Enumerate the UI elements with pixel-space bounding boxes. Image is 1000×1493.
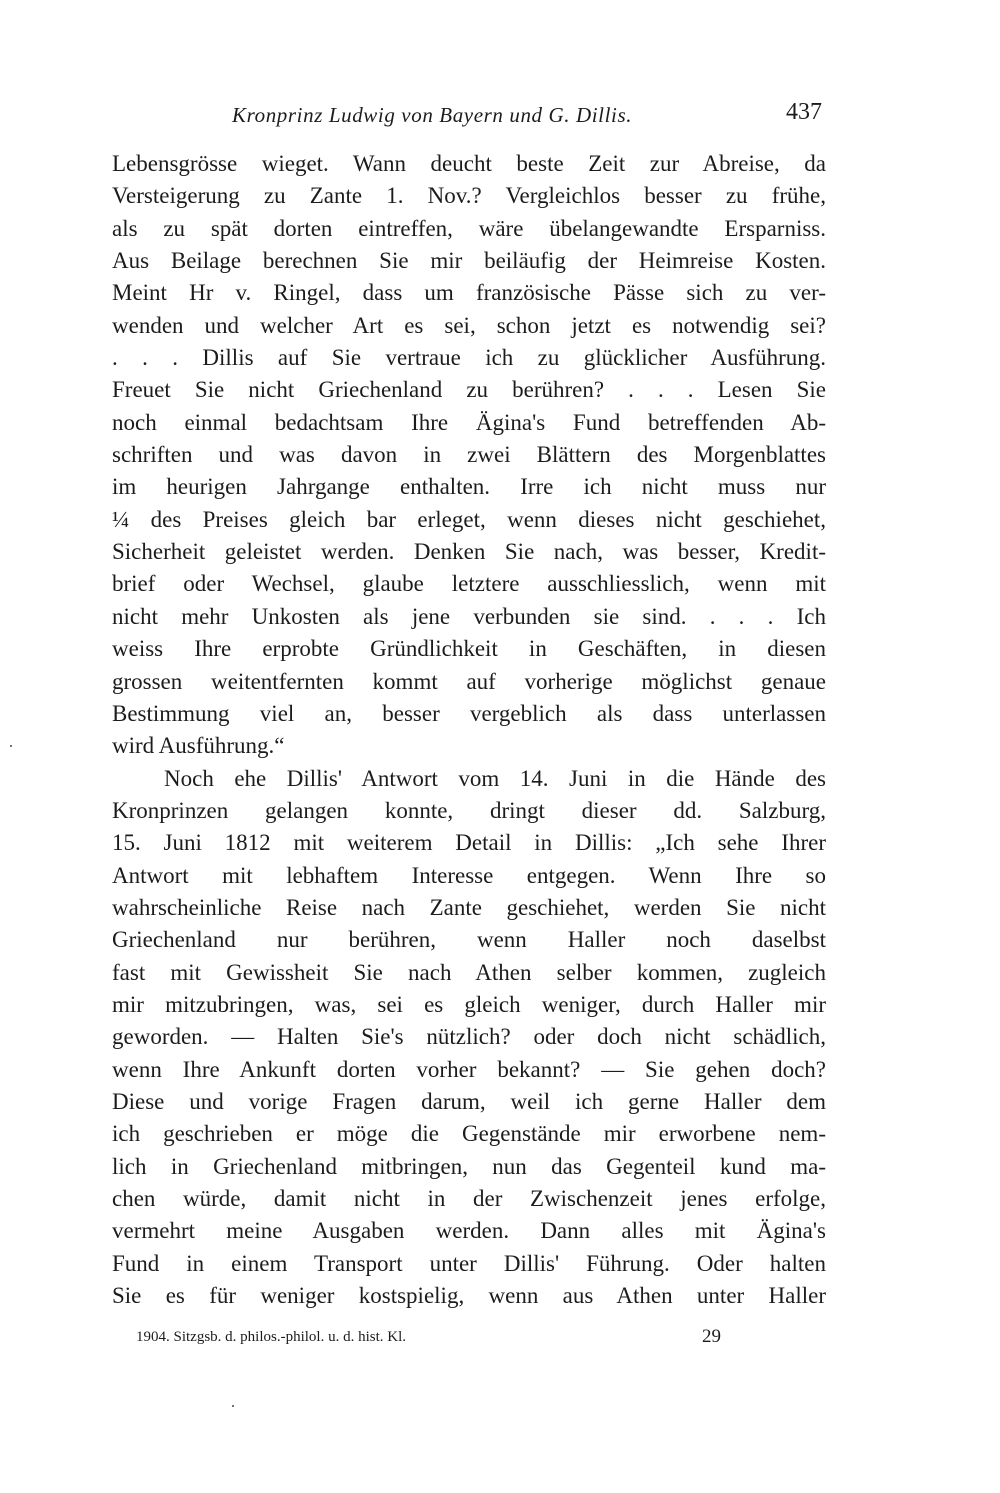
text-line: Antwort mit lebhaftem Interesse entgegen. Wenn Ihre so: [112, 862, 826, 888]
text-line: wenden und welcher Art es sei, schon jetzt es notwendig sei?: [112, 312, 826, 338]
text-line: wird Ausführung.“: [112, 733, 285, 759]
paragraph-2: [112, 763, 826, 1313]
text-line: fast mit Gewissheit Sie nach Athen selber kommen, zugleich: [112, 959, 826, 985]
text-line: mir mitzubringen, was, sei es gleich weniger, durch Haller mir: [112, 991, 826, 1017]
text-line: brief oder Wechsel, glaube letztere ausschliesslich, wenn mit: [112, 571, 826, 597]
page-number: 437: [786, 99, 822, 125]
text-line: Noch ehe Dillis' Antwort vom 14. Juni in die Hände des: [164, 765, 826, 791]
text-line: geworden. — Halten Sie's nützlich? oder doch nicht schädlich,: [112, 1024, 826, 1050]
signature-mark: 1904. Sitzgsb. d. philos.-philol. u. d. hist. Kl.: [136, 1329, 407, 1345]
body-text: [112, 148, 826, 1312]
text-line: ich geschrieben er möge die Gegenstände mir erworbene nem-: [112, 1121, 826, 1147]
text-line: Sicherheit geleistet werden. Denken Sie nach, was besser, Kredit-: [112, 539, 826, 565]
text-line: 15. Juni 1812 mit weiterem Detail in Dillis: „Ich sehe Ihrer: [112, 830, 826, 856]
text-line: Kronprinzen gelangen konnte, dringt dieser dd. Salzburg,: [112, 797, 826, 823]
text-line: . . . Dillis auf Sie vertraue ich zu glücklicher Ausführung.: [112, 345, 826, 371]
text-line: noch einmal bedachtsam Ihre Ägina's Fund betreffenden Ab-: [112, 409, 826, 435]
signature-number: 29: [702, 1326, 721, 1347]
scan-speck: [10, 745, 12, 747]
text-line: weiss Ihre erprobte Gründlichkeit in Geschäften, in diesen: [112, 636, 826, 662]
text-line: grossen weitentfernten kommt auf vorherige möglichst genaue: [112, 668, 826, 694]
text-line: wahrscheinliche Reise nach Zante geschiehet, werden Sie nicht: [112, 894, 826, 920]
text-line: Sie es für weniger kostspielig, wenn aus Athen unter Haller: [112, 1283, 826, 1309]
text-line: Versteigerung zu Zante 1. Nov.? Vergleichlos besser zu frühe,: [112, 183, 826, 209]
text-line: im heurigen Jahrgange enthalten. Irre ich nicht muss nur: [112, 474, 826, 500]
scan-speck: [232, 1405, 234, 1407]
text-line: Meint Hr v. Ringel, dass um französische Pässe sich zu ver-: [112, 280, 826, 306]
paragraph-1: [112, 148, 826, 763]
text-line: ¼ des Preises gleich bar erleget, wenn dieses nicht geschiehet,: [112, 506, 826, 532]
text-line: lich in Griechenland mitbringen, nun das Gegenteil kund ma-: [112, 1153, 826, 1179]
text-line: Fund in einem Transport unter Dillis' Führung. Oder halten: [112, 1250, 826, 1276]
text-line: Diese und vorige Fragen darum, weil ich gerne Haller dem: [112, 1088, 826, 1114]
text-line: schriften und was davon in zwei Blättern des Morgenblattes: [112, 442, 826, 468]
text-line: Bestimmung viel an, besser vergeblich als dass unterlassen: [112, 700, 826, 726]
text-line: Aus Beilage berechnen Sie mir beiläufig der Heimreise Kosten.: [112, 248, 826, 274]
text-line: nicht mehr Unkosten als jene verbunden sie sind. . . . Ich: [112, 603, 826, 629]
text-line: als zu spät dorten eintreffen, wäre übelangewandte Ersparniss.: [112, 215, 826, 241]
text-line: wenn Ihre Ankunft dorten vorher bekannt? — Sie gehen doch?: [112, 1056, 826, 1082]
text-line: chen würde, damit nicht in der Zwischenzeit jenes erfolge,: [112, 1186, 826, 1211]
text-line: Lebensgrösse wieget. Wann deucht beste Zeit zur Abreise, da: [112, 151, 826, 176]
text-line: Griechenland nur berühren, wenn Haller noch daselbst: [112, 927, 826, 953]
running-header-title: Kronprinz Ludwig von Bayern und G. Dillis.: [232, 103, 633, 127]
text-line: vermehrt meine Ausgaben werden. Dann alles mit Ägina's: [112, 1218, 826, 1244]
text-line: Freuet Sie nicht Griechenland zu berühren? . . . Lesen Sie: [112, 377, 826, 403]
